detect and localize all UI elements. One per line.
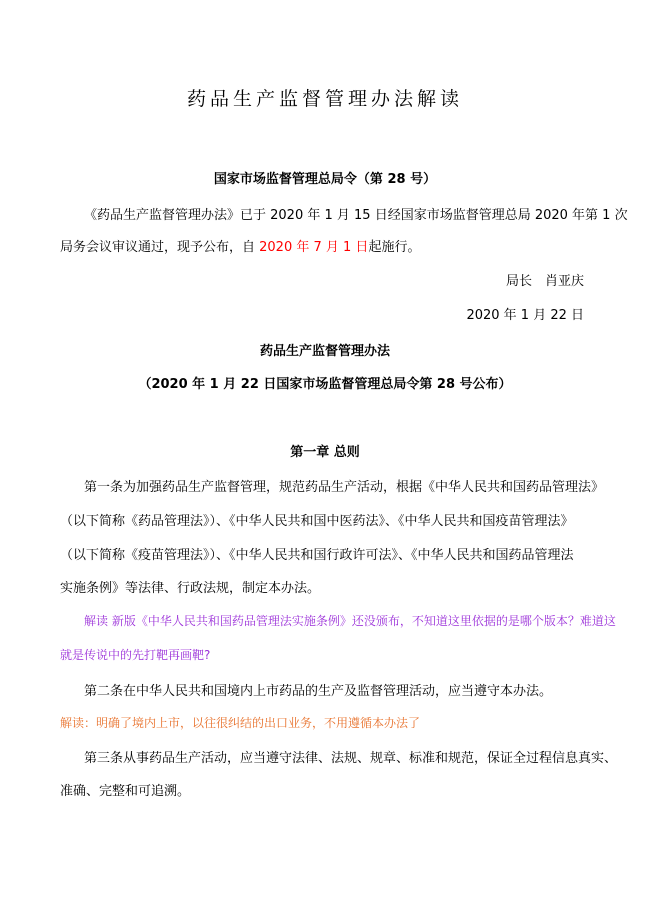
article1-line3: （以下简称《疫苗管理法》）、《中华人民共和国行政许可法》、《中华人民共和国药品管理法: [60, 548, 574, 563]
note1-line1: 解读 新版《中华人民共和国药品管理法实施条例》还没颁布，不知道这里依据的是哪个版本？难道这: [84, 614, 616, 628]
article1-line4: 实施条例》等法律、行政法规，制定本办法。: [60, 581, 321, 596]
regulation-subtitle: （2020 年 1 月 22 日国家市场监督管理总局令第 28 号公布）: [138, 377, 512, 392]
order-paragraph-text: 局务会议审议通过，现予公布，自: [60, 240, 260, 255]
document-title: 药品生产监督管理办法解读: [186, 88, 463, 110]
signature-line: 局长 肖亚庆: [505, 274, 584, 289]
order-paragraph-text-end: 起施行。: [368, 240, 421, 255]
article3-line2: 准确、完整和可追溯。: [60, 784, 191, 799]
regulation-title: 药品生产监督管理办法: [259, 344, 390, 359]
order-paragraph-line1: 《药品生产监督管理办法》已于 2020 年 1 月 15 日经国家市场监督管理总局 2020 年第 1 次: [84, 208, 628, 223]
order-heading: 国家市场监督管理总局令（第 28 号）: [213, 172, 437, 187]
article1-line2: （以下简称《药品管理法》）、《中华人民共和国中医药法》、《中华人民共和国疫苗管理法》: [60, 514, 574, 529]
note1-line2: 就是传说中的先打靶再画靶?: [60, 648, 211, 662]
article2-text: 第二条在中华人民共和国境内上市药品的生产及监督管理活动，应当遵守本办法。: [84, 684, 553, 699]
note2-text: 解读：明确了境内上市，以往很纠结的出口业务，不用遵循本办法了: [60, 716, 421, 730]
article3-line1: 第三条从事药品生产活动，应当遵守法律、法规、规章、标准和规范，保证全过程信息真实、: [84, 751, 618, 766]
signature-date: 2020 年 1 月 22 日: [466, 308, 584, 323]
chapter-title: 第一章 总则: [290, 445, 360, 460]
effective-date-highlight: 2020 年 7 月 1 日: [259, 240, 369, 255]
order-paragraph-line2: [60, 236, 420, 255]
article1-line1: 第一条为加强药品生产监督管理，规范药品生产活动，根据《中华人民共和国药品管理法》: [84, 480, 605, 495]
